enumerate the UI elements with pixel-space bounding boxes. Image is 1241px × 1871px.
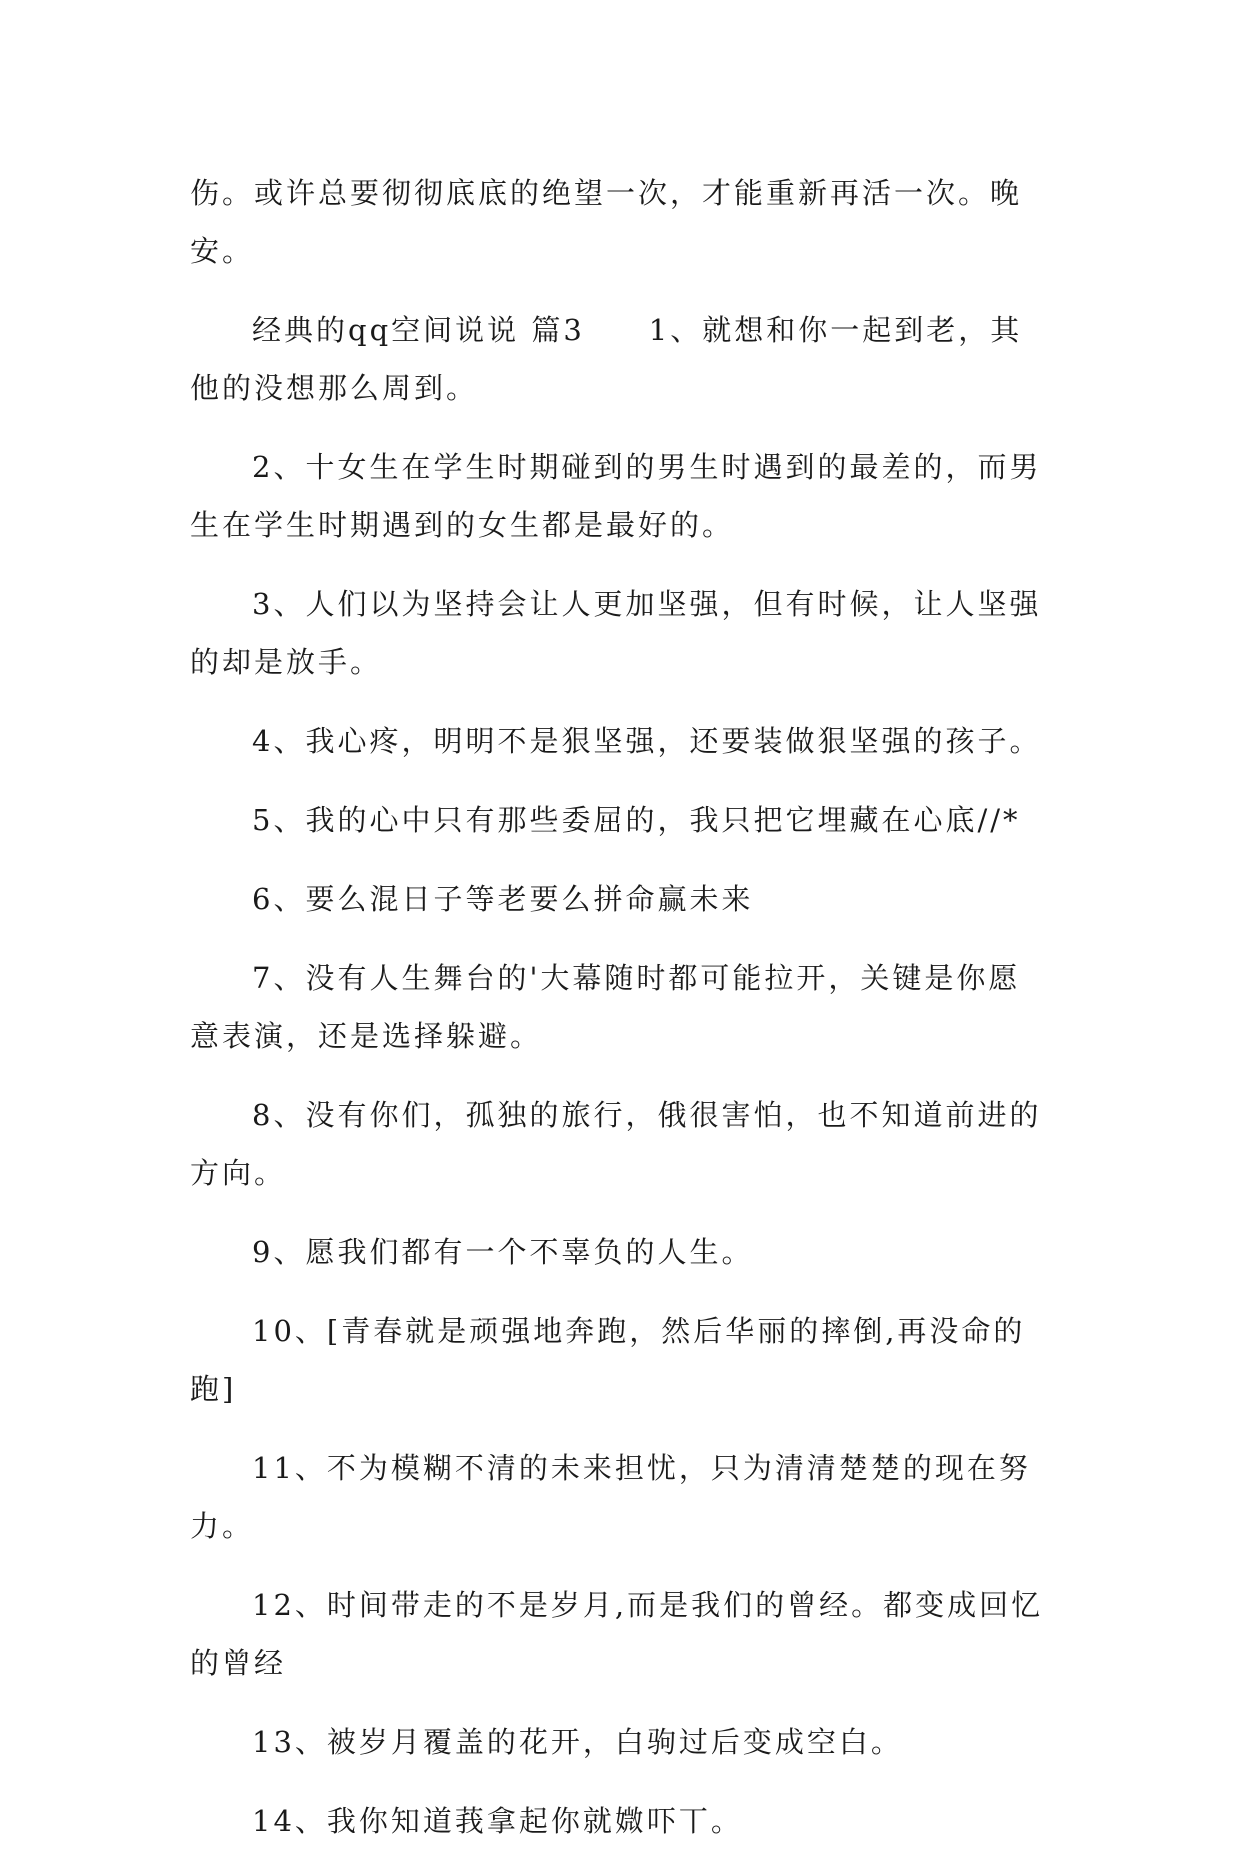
paragraph-5: 5、我的心中只有那些委屈的，我只把它埋藏在心底//* [252, 803, 1021, 837]
paragraph-12: 12、时间带走的不是岁月,而是我们的曾经。都变成回忆的曾经 [190, 1588, 1044, 1680]
paragraph-3: 3、人们以为坚持会让人更加坚强，但有时候，让人坚强的却是放手。 [190, 587, 1042, 679]
paragraph-0: 伤。或许总要彻彻底底的绝望一次，才能重新再活一次。晚安。 [190, 176, 1023, 268]
paragraph-14: 14、我你知道莪拿起你就媺吓丅。 [252, 1804, 743, 1838]
paragraph-9: 9、愿我们都有一个不辜负的人生。 [252, 1235, 754, 1269]
document-body [190, 164, 1050, 1871]
paragraph-11: 11、不为模糊不清的未来担忧，只为清清楚楚的现在努力。 [190, 1451, 1031, 1543]
paragraph-2: 2、十女生在学生时期碰到的男生时遇到的最差的，而男生在学生时期遇到的女生都是最好的。 [190, 450, 1042, 542]
paragraph-6: 6、要么混日子等老要么拼命赢未来 [252, 882, 754, 916]
paragraph-8: 8、没有你们，孤独的旅行，俄很害怕，也不知道前进的方向。 [190, 1098, 1042, 1190]
paragraph-13: 13、被岁月覆盖的花开，白驹过后变成空白。 [252, 1725, 903, 1759]
paragraph-1: 经典的qq空间说说 篇3 1、就想和你一起到老，其他的没想那么周到。 [190, 313, 1023, 405]
paragraph-4: 4、我心疼，明明不是狠坚强，还要装做狠坚强的孩子。 [252, 724, 1042, 758]
paragraph-10: 10、[青春就是顽强地奔跑，然后华丽的摔倒,再没命的跑] [190, 1314, 1026, 1406]
paragraph-7: 7、没有人生舞台的'大幕随时都可能拉开，关键是你愿意表演，还是选择躲避。 [190, 961, 1021, 1053]
